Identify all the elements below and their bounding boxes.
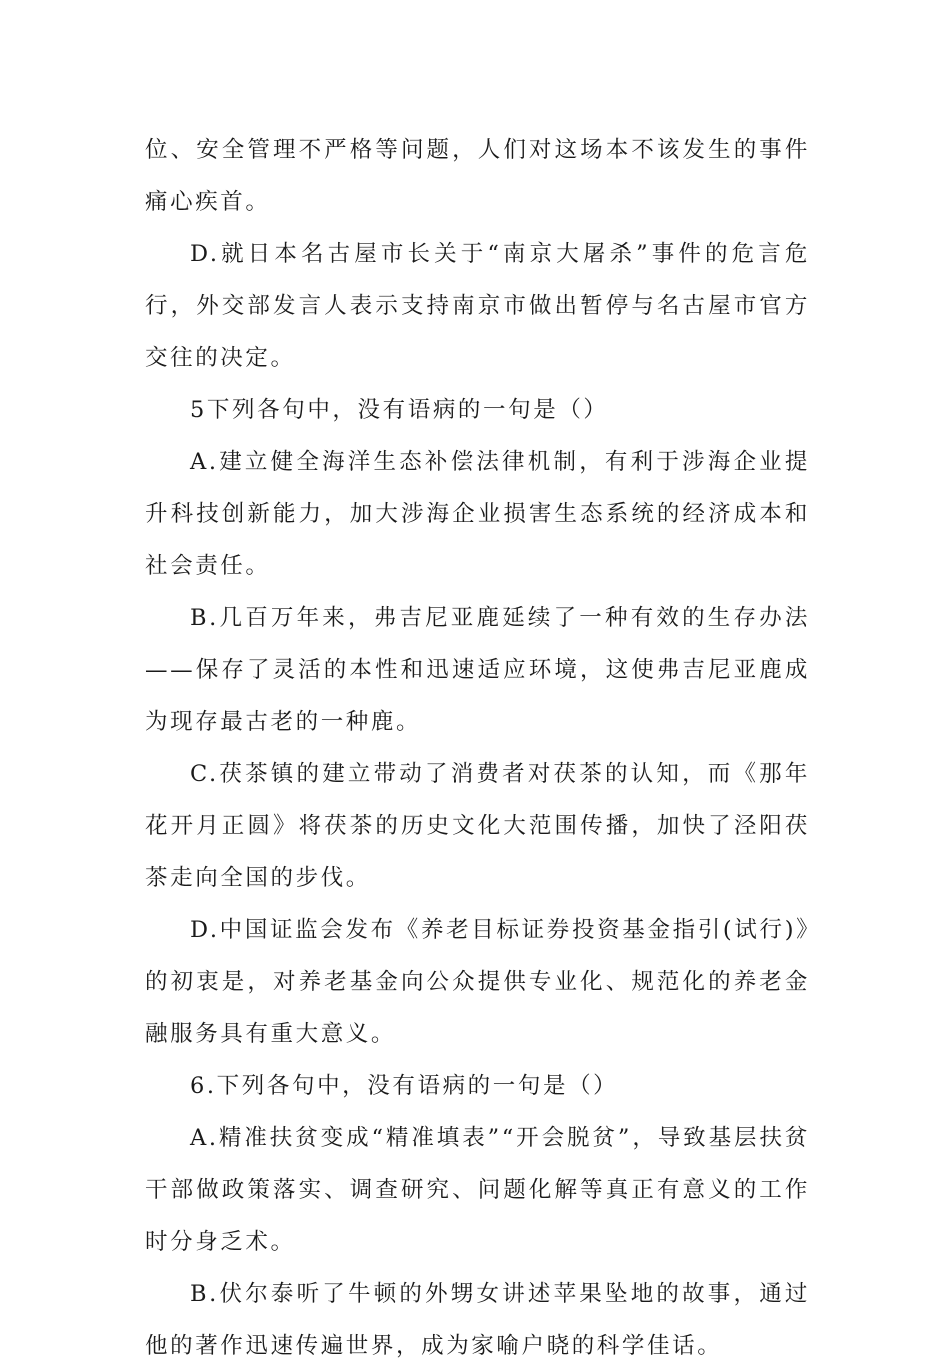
option-b-q5: B.几百万年来，弗吉尼亚鹿延续了一种有效的生存办法——保存了灵活的本性和迅速适应环境，这使弗吉尼亚鹿成为现存最古老的一种鹿。: [145, 605, 810, 735]
question-5: 5下列各句中，没有语病的一句是（）: [190, 397, 609, 423]
option-b-q6: B.伏尔泰听了牛顿的外甥女讲述苹果坠地的故事，通过他的著作迅速传遍世界，成为家喻户晓的科学佳话。: [145, 1281, 810, 1359]
document-body: [145, 124, 810, 1372]
question-6: 6.下列各句中，没有语病的一句是（）: [190, 1073, 619, 1099]
paragraph-continuation: 位、安全管理不严格等问题，人们对这场本不该发生的事件痛心疾首。: [145, 137, 810, 215]
option-c-q5: C.茯茶镇的建立带动了消费者对茯茶的认知，而《那年花开月正圆》将茯茶的历史文化大范围传播，加快了泾阳茯茶走向全国的步伐。: [145, 761, 810, 891]
option-a-q5: A.建立健全海洋生态补偿法律机制，有利于涉海企业提升科技创新能力，加大涉海企业损害生态系统的经济成本和社会责任。: [145, 449, 810, 579]
option-a-q6: A.精准扶贫变成“精准填表”“开会脱贫”，导致基层扶贫干部做政策落实、调查研究、问题化解等真正有意义的工作时分身乏术。: [145, 1125, 810, 1255]
option-d-q5: D.中国证监会发布《养老目标证券投资基金指引(试行)》的初衷是，对养老基金向公众提供专业化、规范化的养老金融服务具有重大意义。: [145, 917, 810, 1047]
option-d-q4: D.就日本名古屋市长关于“南京大屠杀”事件的危言危行，外交部发言人表示支持南京市做出暂停与名古屋市官方交往的决定。: [145, 241, 810, 371]
